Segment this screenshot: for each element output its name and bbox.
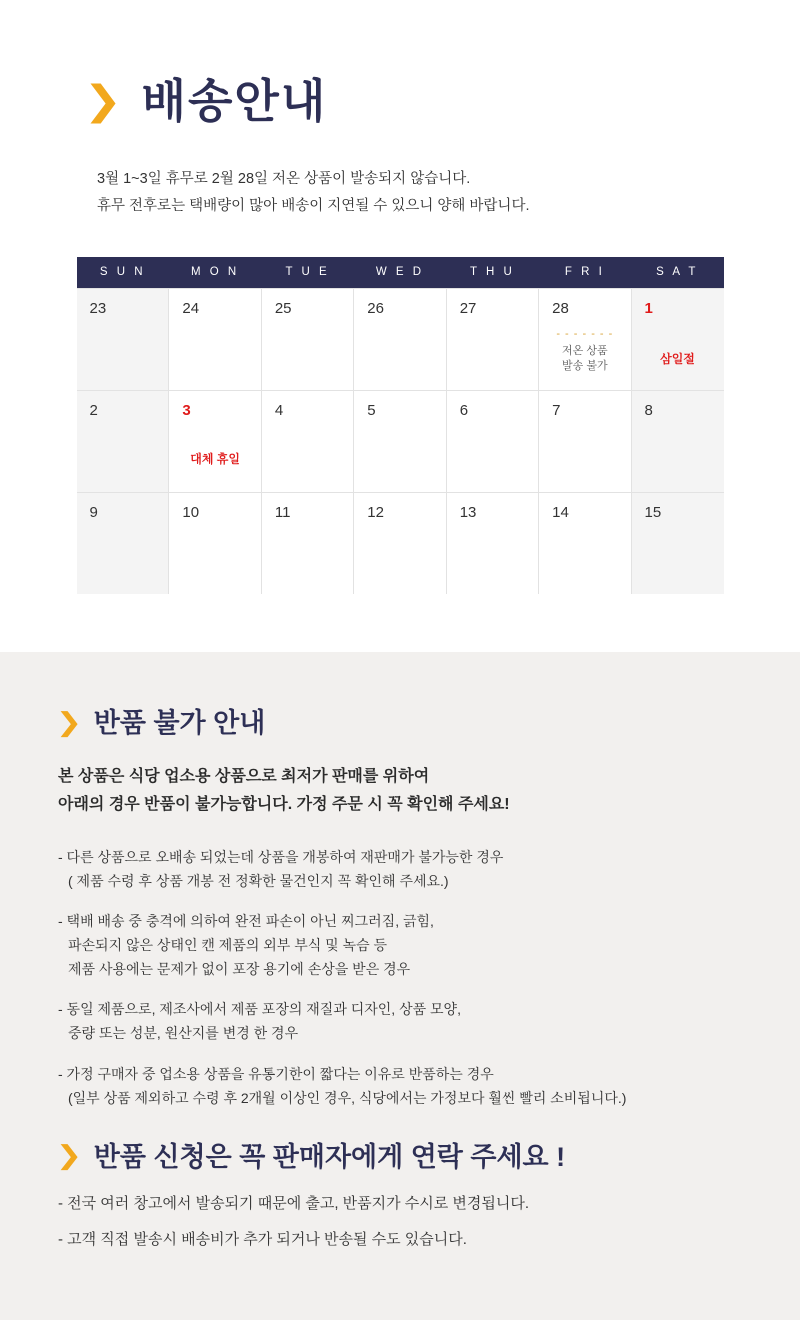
bullet-sub-text: (일부 상품 제외하고 수령 후 2개월 이상인 경우, 식당에서는 가정보다 훨씬 빨리 소비됩니다.) (68, 1089, 627, 1106)
calendar-cell (631, 390, 723, 492)
weekday-sun: S U N (77, 257, 169, 289)
calendar-daynum: 24 (182, 299, 200, 317)
calendar-cell (354, 390, 446, 492)
calendar-cell (354, 288, 446, 390)
calendar-note-line-2: 발송 불가 (562, 360, 608, 373)
calendar-daynum: 4 (274, 401, 284, 419)
contact-bullets (58, 1191, 800, 1253)
calendar-week-row (77, 492, 724, 594)
return-policy-title: 반품 불가 안내 (93, 708, 266, 738)
return-policy-bullet (58, 909, 800, 981)
return-policy-lead-line-1: 본 상품은 식당 업소용 상품으로 최저가 판매를 위하여 (58, 768, 430, 785)
calendar-cell-mar3 (169, 390, 261, 492)
calendar-cell-mar1 (631, 288, 723, 390)
shipping-calendar (77, 257, 724, 594)
calendar-holiday-label: 대체 휴일 (190, 451, 240, 466)
calendar-cell (261, 492, 353, 594)
bullet-sub-text: 파손되지 않은 상태인 캔 제품의 외부 부식 및 녹슴 등 (68, 937, 388, 954)
calendar-daynum: 3 (182, 401, 191, 419)
calendar-daynum: 25 (274, 299, 292, 317)
contact-bullet: - 전국 여러 창고에서 발송되기 때문에 출고, 반품지가 수시로 변경됩니다. (58, 1194, 530, 1212)
chevron-down-icon: ❯ (55, 1140, 82, 1171)
calendar-cell (446, 492, 538, 594)
calendar-daynum: 2 (89, 401, 98, 419)
calendar-cell (539, 492, 631, 594)
calendar-week-row (77, 390, 724, 492)
weekday-mon: M O N (169, 257, 261, 289)
calendar-daynum: 26 (367, 299, 384, 317)
bullet-sub-text: ( 제품 수령 후 상품 개봉 전 정확한 물건인지 꼭 확인해 주세요.) (68, 873, 449, 890)
dash-divider: - - - - - - - (556, 327, 614, 340)
calendar-daynum: 9 (89, 503, 98, 521)
bullet-sub-text: 중량 또는 성분, 원산지를 변경 한 경우 (68, 1025, 299, 1042)
calendar-daynum: 1 (644, 299, 653, 317)
calendar-cell (261, 390, 353, 492)
calendar-daynum: 12 (367, 503, 384, 521)
weekday-fri: F R I (539, 257, 631, 289)
chevron-down-icon: ❯ (55, 706, 82, 737)
contact-heading (55, 1140, 800, 1172)
bullet-main-text: - 택배 배송 중 충격에 의하여 완전 파손이 아닌 찌그러짐, 긁힘, (58, 913, 434, 930)
bullet-sub-text: 제품 사용에는 문제가 없이 포장 용기에 손상을 받은 경우 (68, 961, 411, 978)
calendar-daynum: 7 (552, 401, 561, 419)
calendar-week-row (77, 288, 724, 390)
calendar-daynum: 14 (552, 503, 569, 521)
calendar-cell (631, 492, 723, 594)
calendar-daynum: 11 (274, 503, 291, 521)
bullet-main-text: - 다른 상품으로 오배송 되었는데 상품을 개봉하여 재판매가 불가능한 경우 (58, 849, 504, 865)
bullet-main-text: - 가정 구매자 중 업소용 상품을 유통기한이 짧다는 이유로 반품하는 경우 (58, 1065, 494, 1082)
shipping-note-line-1: 3월 1~3일 휴무로 2월 28일 저온 상품이 발송되지 않습니다. (97, 171, 471, 187)
calendar-cell-note (539, 327, 630, 375)
calendar-header-row (77, 257, 724, 289)
return-policy-section (0, 652, 800, 1320)
calendar-daynum: 10 (182, 503, 200, 521)
calendar-header (77, 257, 724, 289)
weekday-tue: T U E (261, 257, 353, 289)
weekday-wed: W E D (354, 257, 446, 289)
calendar-cell (77, 390, 169, 492)
shipping-heading (0, 0, 800, 127)
calendar-daynum: 8 (644, 401, 653, 419)
chevron-down-icon: ❯ (83, 79, 123, 123)
calendar-cell (169, 492, 261, 594)
calendar-daynum: 6 (459, 401, 469, 419)
calendar-cell (77, 288, 169, 390)
calendar-note-line-1: 저온 상품 (562, 345, 608, 358)
calendar-cell (77, 492, 169, 594)
calendar-cell (169, 288, 261, 390)
calendar-body (77, 288, 724, 594)
weekday-thu: T H U (446, 257, 538, 289)
contact-bullet: - 고객 직접 발송시 배송비가 추가 되거나 반송될 수도 있습니다. (58, 1230, 467, 1248)
calendar-cell (354, 492, 446, 594)
calendar-daynum: 15 (644, 503, 662, 521)
calendar-daynum: 28 (552, 299, 569, 317)
calendar-cell (446, 390, 538, 492)
calendar-daynum: 5 (367, 401, 376, 419)
return-policy-heading (55, 706, 800, 738)
calendar-cell (446, 288, 538, 390)
shipping-notice-section (0, 0, 800, 652)
contact-title: 반품 신청은 꼭 판매자에게 연락 주세요 ! (93, 1141, 566, 1172)
bullet-main-text: - 동일 제품으로, 제조사에서 제품 포장의 재질과 디자인, 상품 모양, (58, 1001, 461, 1018)
calendar-holiday-label: 삼일절 (660, 351, 695, 366)
calendar-cell (539, 390, 631, 492)
return-policy-bullet (58, 845, 800, 893)
shipping-notes (0, 166, 800, 220)
calendar-daynum: 23 (89, 299, 107, 317)
page-title: 배송안내 (141, 75, 328, 127)
return-policy-lead-line-2: 아래의 경우 반품이 불가능합니다. 가정 주문 시 꼭 확인해 주세요! (58, 796, 510, 813)
calendar-daynum: 13 (459, 503, 477, 521)
return-policy-bullet (58, 997, 800, 1045)
calendar-cell (261, 288, 353, 390)
calendar-cell-feb28 (539, 288, 631, 390)
shipping-note-line-2: 휴무 전후로는 택배량이 많아 배송이 지연될 수 있으니 양해 바랍니다. (97, 197, 530, 214)
weekday-sat: S A T (631, 257, 723, 289)
return-policy-bullets (58, 845, 800, 1110)
calendar-daynum: 27 (459, 299, 477, 317)
return-policy-bullet (58, 1062, 800, 1110)
return-policy-lead (58, 763, 800, 819)
